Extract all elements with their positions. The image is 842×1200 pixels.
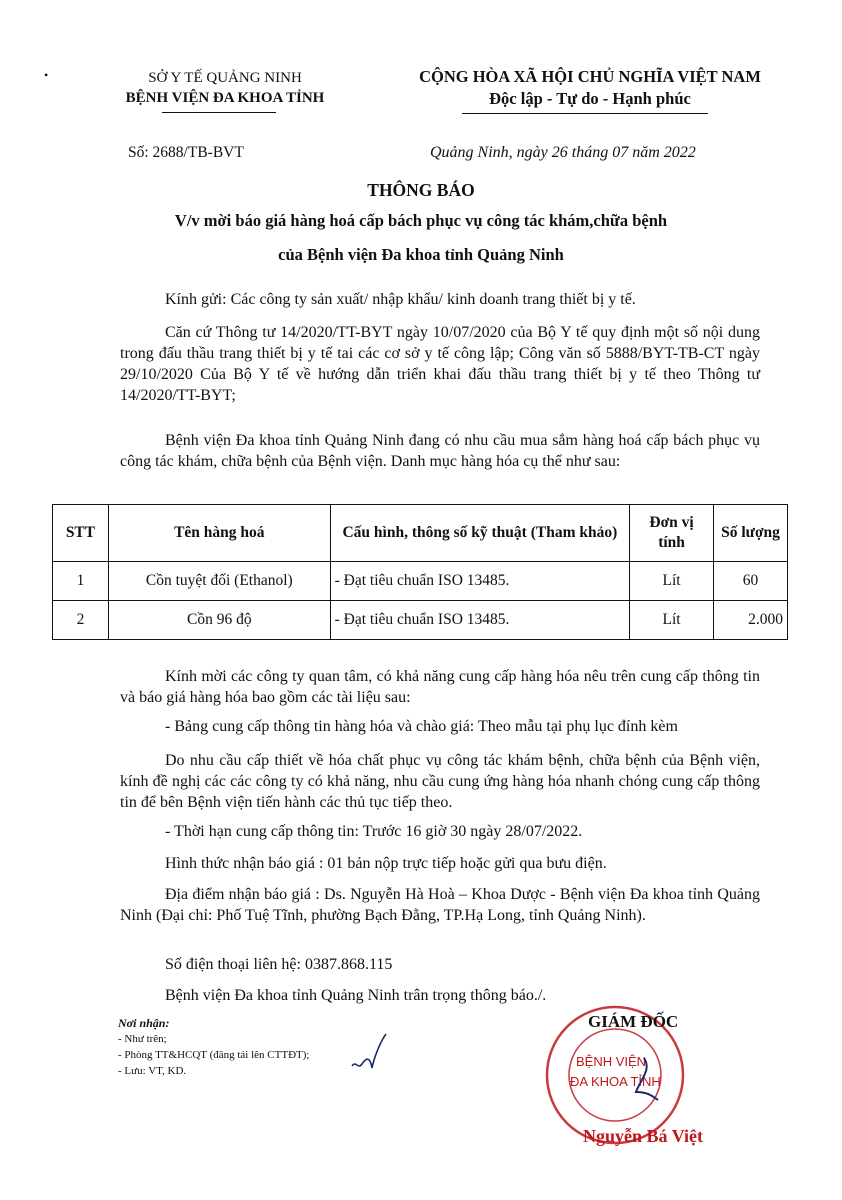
invitation: Kính mời các công ty quan tâm, có khả năng cung cấp hàng hóa nêu trên cung cấp thông tin và báo giá hàng hóa bao gồm các tài liệu sau: <box>120 668 760 706</box>
col-header-name: Tên hàng hoá <box>108 505 330 562</box>
cell-qty: 2.000 <box>714 601 788 640</box>
table-row <box>53 562 788 601</box>
cell-stt: 2 <box>53 601 109 640</box>
goods-table <box>52 504 788 640</box>
col-header-spec: Cấu hình, thông số kỹ thuật (Tham khảo) <box>330 505 629 562</box>
margin-mark: • <box>44 68 49 82</box>
issuer-name: BỆNH VIỆN ĐA KHOA TỈNH <box>125 90 325 106</box>
recipients-block <box>118 1015 309 1079</box>
purchase-need: Bệnh viện Đa khoa tỉnh Quảng Ninh đang có nhu cầu mua sắm hàng hoá cấp bách phục vụ công tác khám, chữa bệnh của Bệnh viện. Danh mục hàng hóa cụ thể như sau: <box>120 432 760 470</box>
urgency-note: Do nhu cầu cấp thiết về hóa chất phục vụ công tác khám bệnh, chữa bệnh của Bệnh viện, kính đề nghị các các công ty có khả năng, nhu cầu cung ứng hàng hóa nhanh chóng cung cấp thông tin để bên Bệnh viện tiến hành các thủ tục tiếp theo. <box>120 752 760 811</box>
place-date: Quảng Ninh, ngày 26 tháng 07 năm 2022 <box>430 144 696 161</box>
cell-unit: Lít <box>630 601 714 640</box>
deadline: - Thời hạn cung cấp thông tin: Trước 16 giờ 30 ngày 28/07/2022. <box>165 823 583 840</box>
cell-qty: 60 <box>714 562 788 601</box>
recipient-item: - Phòng TT&HCQT (đăng tải lên CTTĐT); <box>118 1049 310 1061</box>
signer-name: Nguyễn Bá Việt <box>583 1126 704 1146</box>
closing-line: Bệnh viện Đa khoa tỉnh Quảng Ninh trân trọng thông báo./. <box>165 987 547 1004</box>
cell-stt: 1 <box>53 562 109 601</box>
national-heading <box>380 66 800 110</box>
submission-location: Địa điểm nhận báo giá : Ds. Nguyễn Hà Hoà – Khoa Dược - Bệnh viện Đa khoa tỉnh Quảng Ninh (Đại chỉ: Phố Tuệ Tĩnh, phường Bạch Đằng, TP.Hạ Long, tỉnh Quảng Ninh). <box>120 886 760 924</box>
recipient-item: - Như trên; <box>118 1033 167 1045</box>
legal-basis: Căn cứ Thông tư 14/2020/TT-BYT ngày 10/07/2020 của Bộ Y tế quy định một số nội dung trong đấu thầu trang thiết bị y tế tai các cơ sở y tế công lập; Công văn số 5888/BYT-TB-CT ngày 29/10/2020 Của Bộ Y tế về hướng dẫn triển khai đấu thầu trang thiết bị y tế theo Thông tư 14/2020/TT-BYT; <box>120 324 760 404</box>
document-number: Số: 2688/TB-BVT <box>128 144 244 161</box>
country-name: CỘNG HÒA XÃ HỘI CHỦ NGHĨA VIỆT NAM <box>419 67 761 86</box>
col-header-unit: Đơn vị tính <box>630 505 714 562</box>
subject-line-2: của Bệnh viện Đa khoa tỉnh Quảng Ninh <box>278 245 564 264</box>
col-header-stt: STT <box>53 505 109 562</box>
stamp-text-2: ĐA KHOA TỈNH <box>570 1074 661 1089</box>
national-motto: Độc lập - Tự do - Hạnh phúc <box>489 89 691 108</box>
table-header-row <box>53 505 788 562</box>
table-row <box>53 601 788 640</box>
cell-spec: - Đạt tiêu chuẩn ISO 13485. <box>330 562 629 601</box>
motto-underline <box>462 113 708 114</box>
cell-spec: - Đạt tiêu chuẩn ISO 13485. <box>330 601 629 640</box>
contact-phone: Số điện thoại liên hệ: 0387.868.115 <box>165 956 393 973</box>
recipient-item: - Lưu: VT, KD. <box>118 1065 187 1077</box>
recipients-label: Nơi nhận: <box>118 1016 170 1030</box>
required-documents: - Bảng cung cấp thông tin hàng hóa và chào giá: Theo mẫu tại phụ lục đính kèm <box>165 718 678 735</box>
issuer-parent: SỞ Y TẾ QUẢNG NINH <box>148 70 302 86</box>
stamp-text-1: BỆNH VIỆN <box>576 1054 647 1069</box>
subject-line-1: V/v mời báo giá hàng hoá cấp bách phục vụ công tác khám,chữa bệnh <box>174 211 668 230</box>
document-title: THÔNG BÁO <box>367 180 475 200</box>
cell-name: Cồn tuyệt đối (Ethanol) <box>108 562 330 601</box>
signer-title: GIÁM ĐỐC <box>588 1012 679 1031</box>
cell-name: Cồn 96 độ <box>108 601 330 640</box>
submission-method: Hình thức nhận báo giá : 01 bản nộp trực tiếp hoặc gửi qua bưu điện. <box>165 855 607 872</box>
issuer-block <box>95 68 355 108</box>
issuer-underline <box>162 112 276 113</box>
cell-unit: Lít <box>630 562 714 601</box>
col-header-qty: Số lượng <box>714 505 788 562</box>
greeting: Kính gửi: Các công ty sản xuất/ nhập khẩu/ kinh doanh trang thiết bị y tế. <box>165 291 636 308</box>
initial-mark-icon <box>348 1030 388 1080</box>
